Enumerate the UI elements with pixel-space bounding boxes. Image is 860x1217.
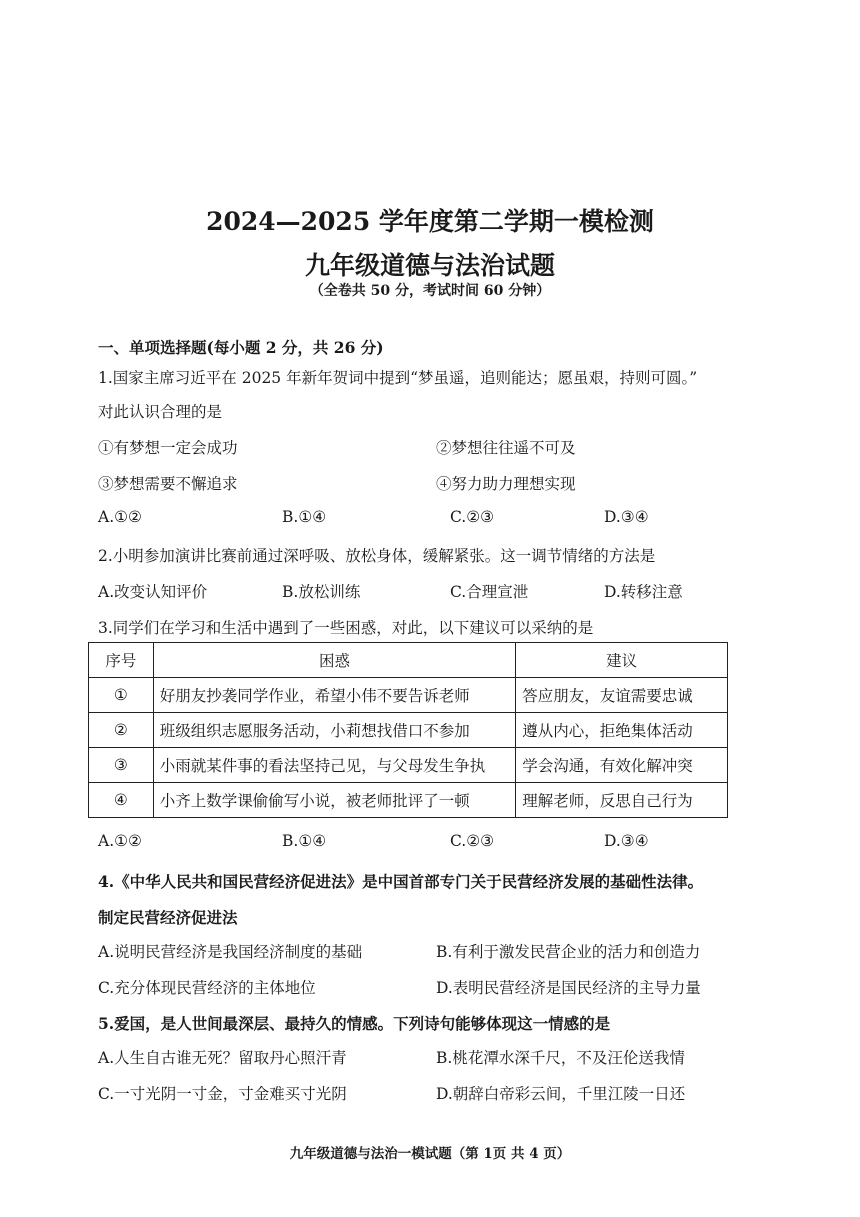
row-issue: 班级组织志愿服务活动，小莉想找借口不参加 <box>153 713 516 748</box>
exam-subject-title: 九年级道德与法治试题 <box>304 251 555 280</box>
exam-title: 2024—2025 学年度第二学期一模检测 <box>206 207 654 236</box>
q3-option-c: C.②③ <box>450 832 495 850</box>
q2-option-b: B.放松训练 <box>282 583 361 601</box>
q1-stem-line2: 对此认识合理的是 <box>98 403 223 421</box>
q4-stem-line2: 制定民营经济促进法 <box>98 908 238 927</box>
exam-subtitle: （全卷共 50 分，考试时间 60 分钟） <box>309 283 551 299</box>
section-heading: 一、单项选择题(每小题 2 分，共 26 分) <box>98 338 384 357</box>
q3-table <box>88 642 728 818</box>
table-header-advice: 建议 <box>516 643 728 678</box>
q1-stem-line1: 1.国家主席习近平在 2025 年新年贺词中提到“梦虽遥，追则能达；愿虽艰，持则可圆。” <box>98 369 698 387</box>
q1-option-c: C.②③ <box>450 508 495 526</box>
q5-stem: 5.爱国，是人世间最深层、最持久的情感。下列诗句能够体现这一情感的是 <box>98 1014 611 1033</box>
row-advice: 遵从内心，拒绝集体活动 <box>516 713 728 748</box>
q5-option-b: B.桃花潭水深千尺，不及汪伦送我情 <box>436 1049 685 1067</box>
table-header-row <box>89 643 728 678</box>
q1-option-b: B.①④ <box>282 508 327 526</box>
q5-option-a: A.人生自古谁无死？留取丹心照汗青 <box>98 1049 347 1067</box>
q2-stem: 2.小明参加演讲比赛前通过深呼吸、放松身体，缓解紧张。这一调节情绪的方法是 <box>98 547 656 565</box>
q5-option-c: C.一寸光阴一寸金，寸金难买寸光阴 <box>98 1085 347 1103</box>
q4-option-b: B.有利于激发民营企业的活力和创造力 <box>436 943 701 961</box>
q4-option-c: C.充分体现民营经济的主体地位 <box>98 979 316 997</box>
q1-statement: ④努力助力理想实现 <box>436 475 576 493</box>
row-number: ② <box>89 713 154 748</box>
row-number: ③ <box>89 748 154 783</box>
table-header-no: 序号 <box>89 643 154 678</box>
q1-statement: ③梦想需要不懈追求 <box>98 475 238 493</box>
row-number: ④ <box>89 783 154 818</box>
q4-option-a: A.说明民营经济是我国经济制度的基础 <box>98 943 363 961</box>
q4-stem-line1: 4.《中华人民共和国民营经济促进法》是中国首部专门关于民营经济发展的基础性法律。 <box>98 872 704 891</box>
table-row <box>89 783 728 818</box>
q1-option-a: A.①② <box>98 508 142 526</box>
q5-option-d: D.朝辞白帝彩云间，千里江陵一日还 <box>436 1085 686 1103</box>
page-footer: 九年级道德与法治一模试题（第 1页 共 4 页） <box>289 1146 571 1162</box>
q3-option-a: A.①② <box>98 832 142 850</box>
q3-option-b: B.①④ <box>282 832 327 850</box>
q1-option-d: D.③④ <box>604 508 649 526</box>
table-row <box>89 713 728 748</box>
q3-option-d: D.③④ <box>604 832 649 850</box>
table-row <box>89 748 728 783</box>
row-advice: 学会沟通，有效化解冲突 <box>516 748 728 783</box>
table-header-issue: 困惑 <box>153 643 516 678</box>
row-issue: 小齐上数学课偷偷写小说，被老师批评了一顿 <box>153 783 516 818</box>
q1-statement: ②梦想往往遥不可及 <box>436 439 576 457</box>
row-issue: 小雨就某件事的看法坚持己见，与父母发生争执 <box>153 748 516 783</box>
row-advice: 答应朋友，友谊需要忠诚 <box>516 678 728 713</box>
row-advice: 理解老师，反思自己行为 <box>516 783 728 818</box>
q4-option-d: D.表明民营经济是国民经济的主导力量 <box>436 979 701 997</box>
q2-option-d: D.转移注意 <box>604 583 683 601</box>
q2-option-c: C.合理宣泄 <box>450 583 529 601</box>
row-number: ① <box>89 678 154 713</box>
q1-statement: ①有梦想一定会成功 <box>98 439 238 457</box>
row-issue: 好朋友抄袭同学作业，希望小伟不要告诉老师 <box>153 678 516 713</box>
q3-stem: 3.同学们在学习和生活中遇到了一些困惑，对此，以下建议可以采纳的是 <box>98 619 594 637</box>
table-row <box>89 678 728 713</box>
q2-option-a: A.改变认知评价 <box>98 583 208 601</box>
